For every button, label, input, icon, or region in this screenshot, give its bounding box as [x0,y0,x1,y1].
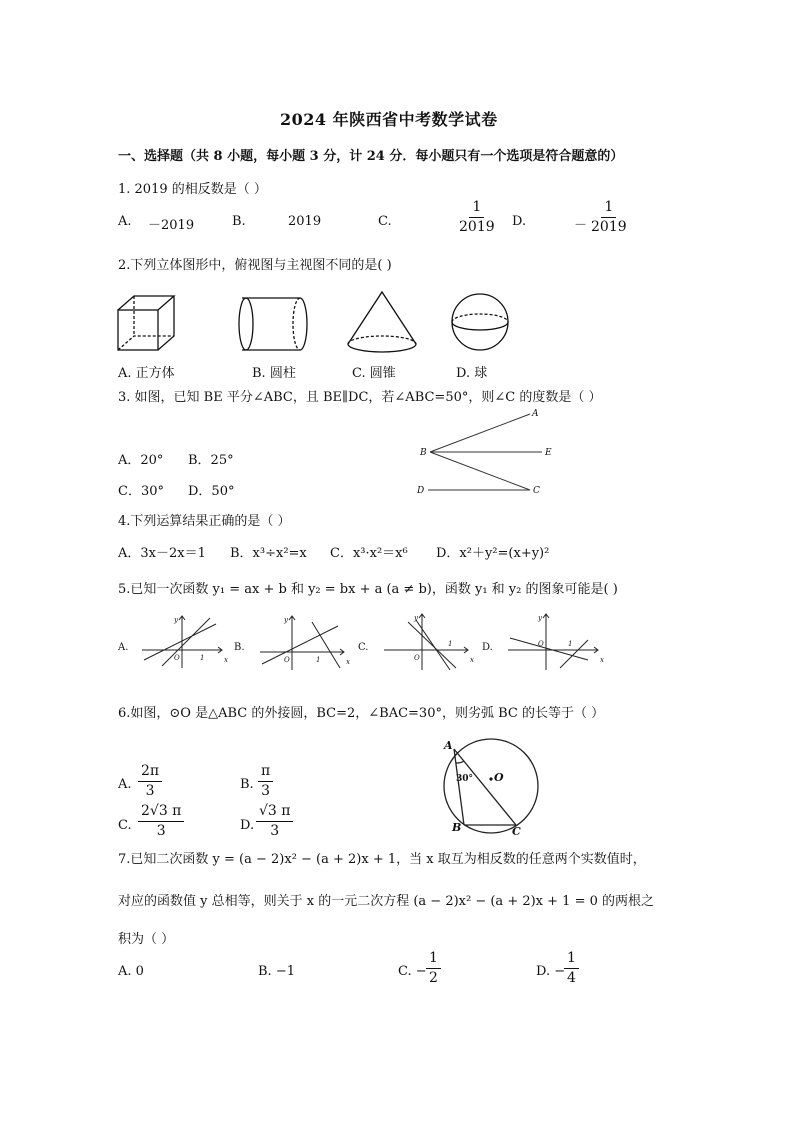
q5-d-tick: 1 [568,640,573,648]
q5-label-a: A. [118,642,129,653]
q3-stem: 3. 如图，已知 BE 平分∠ABC，且 BE∥DC，若∠ABC=50°，则∠C 的度数是（ ） [118,390,602,405]
q5-a-y: y [174,616,178,624]
q4-option-c: C．x³·x²＝x⁶ [330,546,408,561]
cube-figure [118,296,174,350]
q1-option-a-label: A. [118,214,132,229]
q2-label-b: B. 圆柱 [252,366,296,381]
q4-option-b: B．x³÷x²=x [230,546,307,561]
q6-option-c-label: C. [118,818,132,833]
q6-a-numerator: 2π [138,764,162,782]
q6-label-o: O [494,771,504,784]
q7-option-c-fraction [426,951,441,987]
q7-line-3: 积为（ ） [118,932,175,947]
q1-option-c-label: C. [378,214,392,229]
q7-option-d-fraction [564,951,579,987]
q7-c-denominator: 2 [429,970,438,987]
q2-label-c: C. 圆锥 [352,366,396,381]
q6-label-c: C [512,825,521,837]
q7-c-numerator: 1 [426,951,441,969]
q3-figure [412,404,562,500]
q4-option-d: D．x²＋y²=(x+y)² [436,546,550,561]
sphere-figure [452,294,508,350]
q6-option-c-fraction [138,804,184,840]
point-label-b: B [420,448,427,458]
q6-angle-label: 30° [456,774,474,784]
q5-b-tick: 1 [316,656,321,664]
page-title: 2024 年陕西省中考数学试卷 [280,110,498,129]
q1-c-denominator: 2019 [459,219,495,236]
q1-d-numerator: 1 [601,200,616,218]
q2-figures [110,288,510,358]
q5-graph-c [384,614,468,670]
q7-line-1: 7.已知二次函数 y = (a − 2)x² − (a + 2)x + 1，当 x 取互为相反数的任意两个实数值时， [118,852,646,867]
q5-label-c: C. [358,642,369,653]
q2-stem: 2.下列立体图形中，俯视图与主视图不同的是( ) [118,258,392,273]
q5-graph-b [260,616,344,670]
q6-figure [440,735,546,837]
section-heading: 一、选择题（共 8 小题，每小题 3 分，计 24 分．每小题只有一个选项是符合题意的） [118,149,624,164]
q6-c-denominator: 3 [156,823,166,840]
q1-option-d-fraction [588,200,630,236]
q4-stem: 4.下列运算结果正确的是（ ） [118,514,291,529]
q4-option-a: A．3x－2x＝1 [118,546,206,561]
q1-option-a-value: －2019 [148,218,195,233]
q5-graph-a [142,616,222,668]
cylinder-figure [239,298,307,350]
q6-c-numerator: 2√3 π [138,804,184,822]
q6-d-denominator: 3 [270,823,280,840]
q3-option-b: B．25° [188,453,234,468]
q5-d-x: x [600,656,604,664]
point-label-e: E [545,448,552,458]
q5-label-b: B. [234,642,245,653]
q1-option-b-value: 2019 [288,214,322,229]
q7-option-b: B. −1 [258,964,295,979]
q5-d-origin: O [538,640,544,648]
q5-c-x: x [470,656,474,664]
q7-line-2: 对应的函数值 y 总相等，则关于 x 的一元二次方程 (a − 2)x² − (a + 2)x + 1 = 0 的两根之 [118,894,655,909]
q5-label-d: D. [482,642,493,653]
q6-option-d-fraction [256,804,293,840]
q6-option-b-fraction [258,764,273,800]
q1-option-b-label: B. [232,214,246,229]
q7-option-a: A. 0 [118,964,144,979]
q5-c-origin: O [414,654,420,662]
q6-label-b: B [452,821,462,834]
q6-b-numerator: π [258,764,273,782]
q5-stem: 5.已知一次函数 y₁ = ax + b 和 y₂ = bx + a (a ≠ b)，函数 y₁ 和 y₂ 的图象可能是( ) [118,582,618,597]
q3-option-a: A．20° [118,453,164,468]
q5-a-x: x [224,656,228,664]
q1-c-numerator: 1 [469,200,484,218]
q6-option-a-fraction [138,764,162,800]
q6-d-numerator: √3 π [256,804,293,822]
q7-option-d-label: D. − [536,964,566,979]
point-label-c: C [533,486,540,496]
q6-option-a-label: A. [118,777,132,792]
q1-option-c-fraction [456,200,498,236]
q1-option-d-label: D. [512,214,527,229]
q5-a-tick: 1 [200,654,205,662]
q5-b-origin: O [284,656,290,664]
q5-graphs [112,612,612,672]
q5-a-origin: O [174,654,180,662]
q2-label-d: D. 球 [456,366,488,381]
q7-d-denominator: 4 [567,970,576,987]
q3-option-d: D．50° [188,484,235,499]
q6-label-a: A [444,739,453,752]
q1-option-d-sign: － [574,218,588,233]
q5-c-tick: 1 [448,640,453,648]
q7-option-c-label: C. − [398,964,427,979]
q3-option-c: C．30° [118,484,164,499]
q1-d-denominator: 2019 [591,219,627,236]
cone-figure [348,292,416,352]
q6-a-denominator: 3 [145,783,155,800]
q6-b-denominator: 3 [261,783,271,800]
q5-graph-d [508,614,598,670]
q1-stem: 1. 2019 的相反数是（ ） [118,182,267,197]
q6-option-b-label: B. [240,777,254,792]
q5-c-y: y [414,614,418,622]
q5-d-y: y [538,614,542,622]
point-label-a: A [532,409,539,419]
q7-d-numerator: 1 [564,951,579,969]
q6-option-d-label: D. [240,818,255,833]
q2-label-a: A. 正方体 [118,366,175,381]
q5-b-x: x [346,658,350,666]
point-label-d: D [417,486,425,496]
q5-b-y: y [284,616,288,624]
q6-stem: 6.如图，⊙O 是△ABC 的外接圆，BC=2，∠BAC=30°，则劣弧 BC 的长等于（ ） [118,706,605,721]
